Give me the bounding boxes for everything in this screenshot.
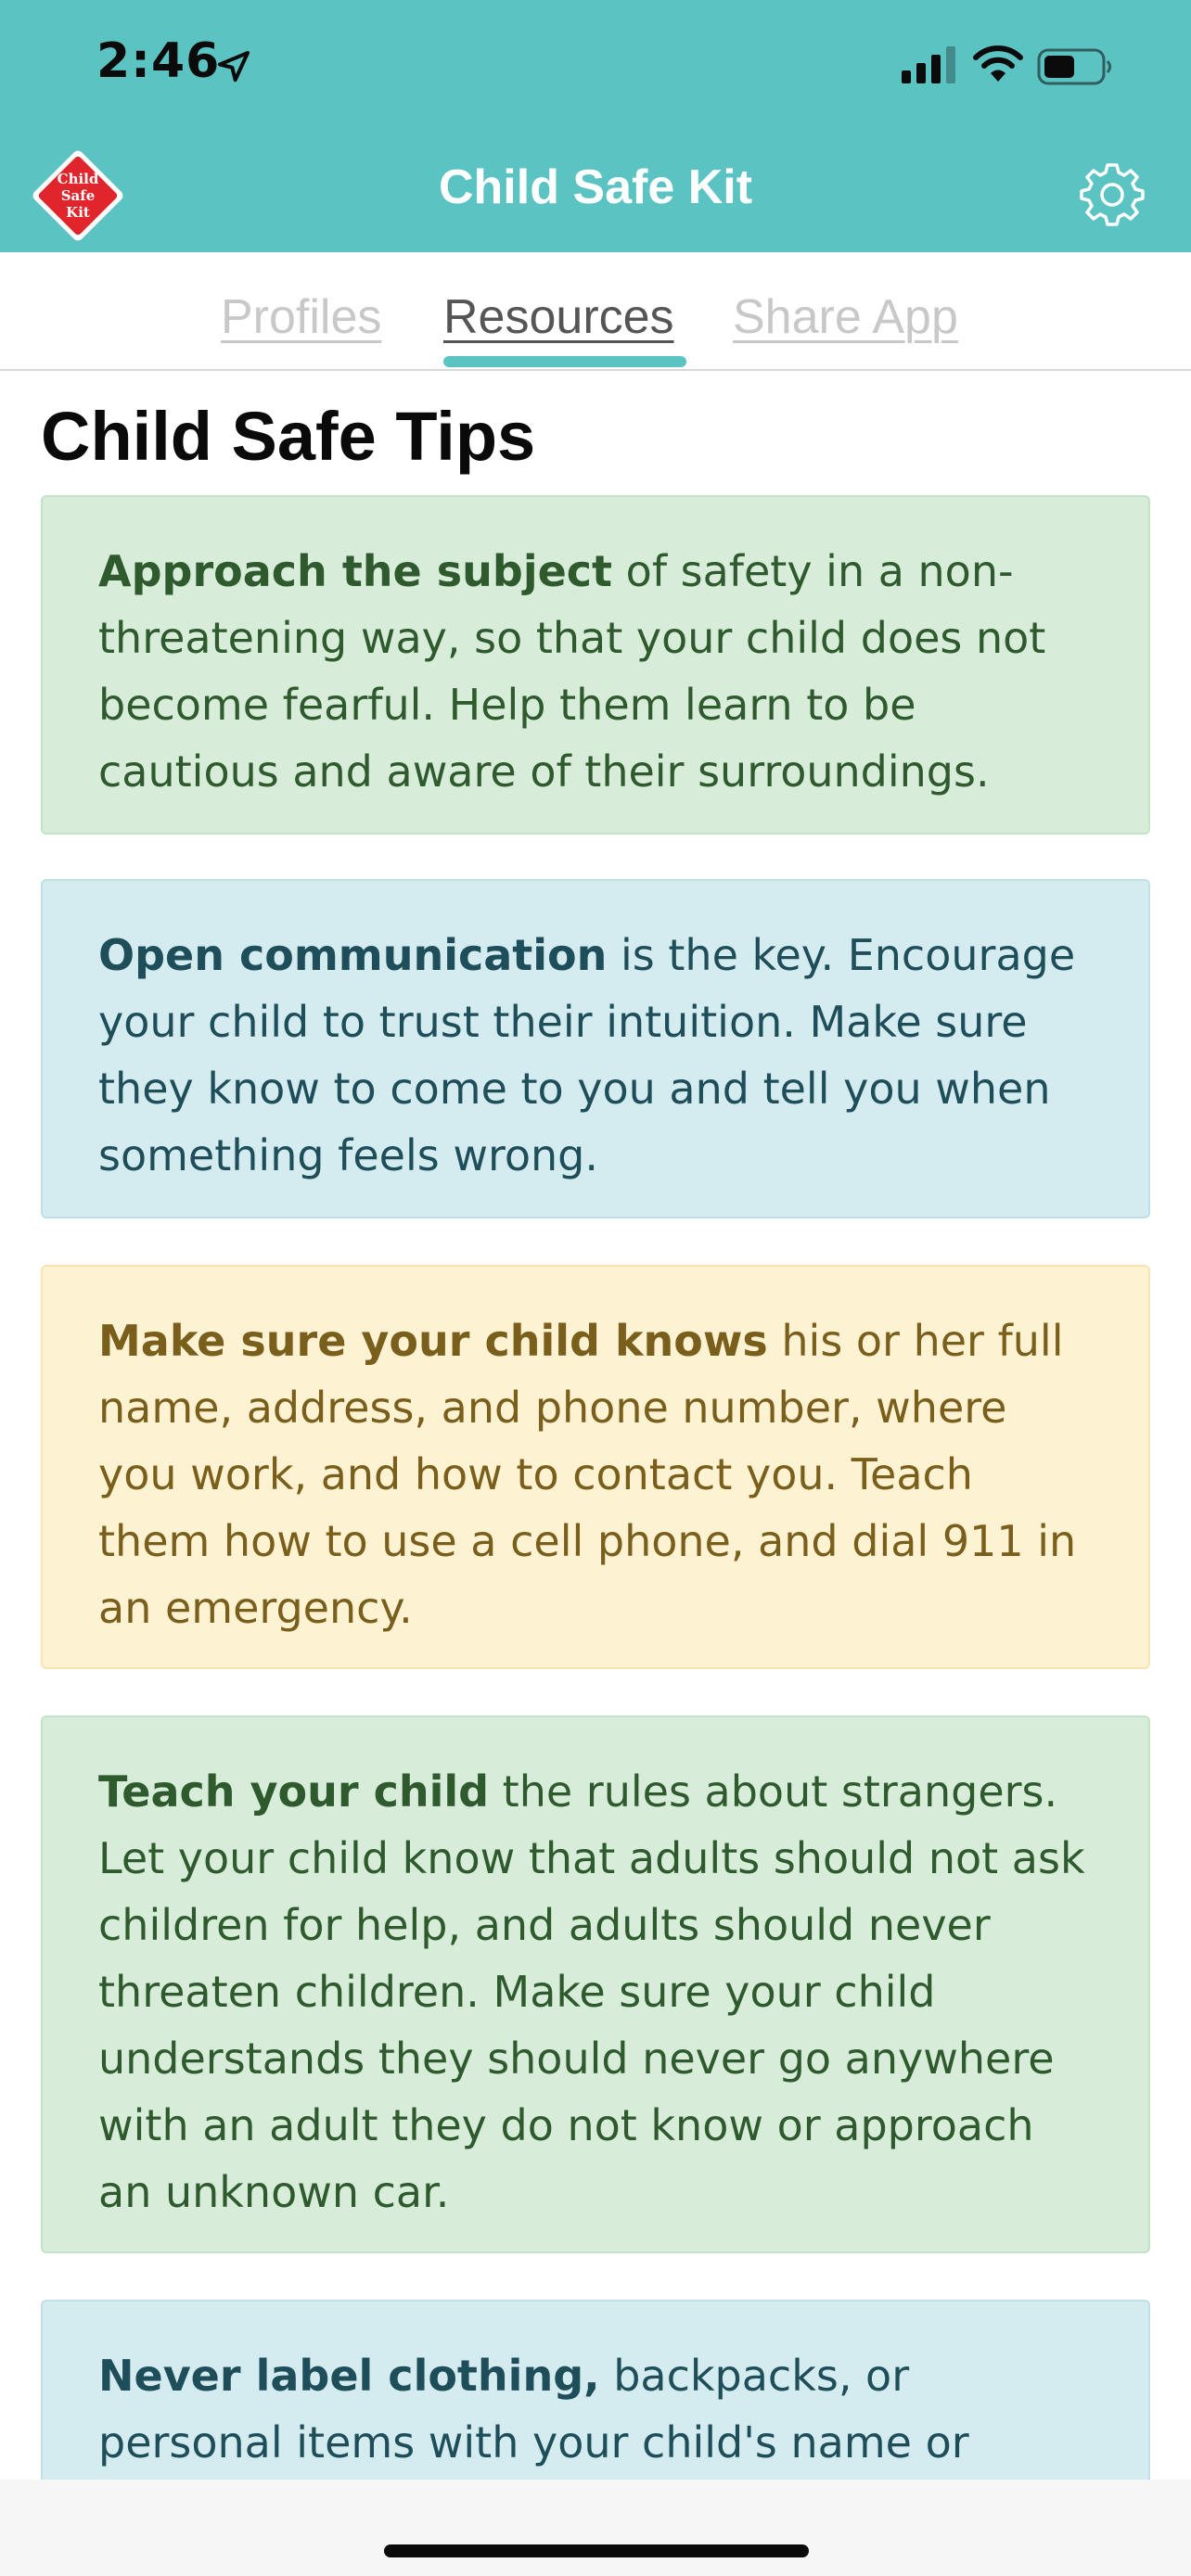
tip-lead: Never label clothing,	[98, 2351, 600, 2401]
tip-body: backpacks, or personal items with your child's name or	[98, 2351, 969, 2468]
logo-text-line-1: Child	[57, 171, 99, 187]
tip-body: of safety in a non-threatening way, so that your child does not become fearful. Help them learn to be cautious and aware of their surroundings.	[98, 546, 1046, 797]
page-title: Child Safe Tips	[41, 398, 536, 475]
active-tab-indicator	[443, 356, 686, 367]
app-title: Child Safe Kit	[438, 160, 753, 214]
battery-icon	[1037, 48, 1113, 85]
home-indicator[interactable]	[384, 2544, 809, 2557]
tip-body: is the key. Encourage your child to trust their intuition. Make sure they know to come to you and tell you when something feels wrong.	[98, 930, 1076, 1180]
tip-lead: Make sure your child knows	[98, 1316, 768, 1366]
status-time: 2:46	[96, 33, 221, 89]
tip-card-communication	[41, 879, 1150, 1218]
tab-resources[interactable]: Resources	[443, 290, 674, 344]
logo-text-line-3: Kit	[66, 204, 90, 221]
tab-bar	[0, 252, 1191, 371]
location-arrow-icon	[215, 48, 252, 85]
tip-body: the rules about strangers. Let your child know that adults should not ask children for help, and adults should never threaten children. Make sure your child understands they should never go anywhere with an adult they do not know or approach an unknown car.	[98, 1766, 1085, 2217]
tip-card-strangers	[41, 1715, 1150, 2253]
tab-share-app[interactable]: Share App	[733, 290, 958, 344]
tip-card-knows-info	[41, 1265, 1150, 1669]
home-indicator-area	[0, 2480, 1191, 2576]
resources-content[interactable]	[41, 369, 1150, 2480]
tab-profiles[interactable]: Profiles	[221, 290, 382, 344]
tip-lead: Teach your child	[98, 1766, 490, 1817]
tip-lead: Approach the subject	[98, 546, 613, 596]
gear-icon[interactable]	[1080, 161, 1145, 226]
tip-lead: Open communication	[98, 930, 608, 980]
tip-card-labels	[41, 2300, 1150, 2480]
logo-text-line-2: Safe	[60, 187, 96, 204]
status-bar	[0, 0, 1191, 134]
tip-body: his or her full name, address, and phone number, where you work, and how to contact you. Teach them how to use a cell phone, and dial 911 in an emergency.	[98, 1316, 1077, 1633]
wifi-icon	[972, 43, 1024, 83]
app-header	[0, 0, 1191, 252]
tip-card-approach	[41, 495, 1150, 835]
cellular-signal-icon	[900, 45, 957, 83]
